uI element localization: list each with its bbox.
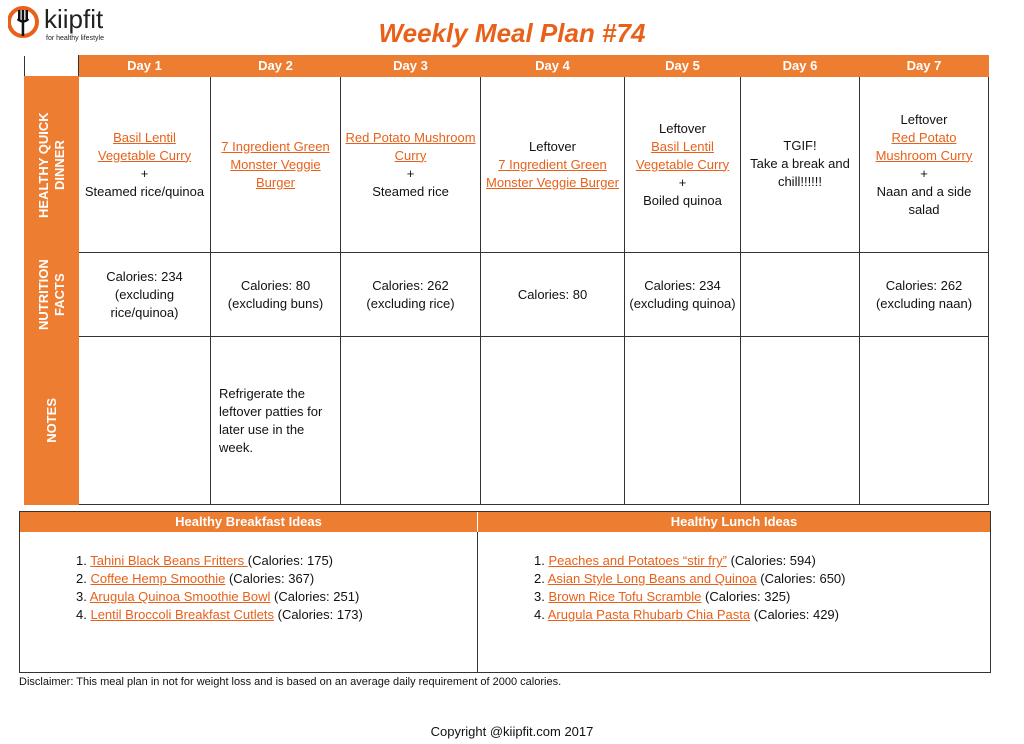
dinner-cell-day7 [860, 77, 989, 253]
dinner-cell-day4 [481, 77, 625, 253]
page-title: Weekly Meal Plan #74 [378, 18, 646, 48]
recipe-link[interactable]: Arugula Quinoa Smoothie Bowl [89, 589, 271, 604]
list-item: 3. Arugula Quinoa Smoothie Bowl (Calories: 251) [76, 589, 360, 604]
dinner-cell-day3 [341, 77, 481, 253]
disclaimer-text: Disclaimer: This meal plan in not for weight loss and is based on an average daily requirement of 2000 calories. [19, 676, 562, 688]
day-header: Day 1 [79, 56, 211, 77]
recipe-link[interactable]: Lentil Broccoli Breakfast Cutlets [90, 607, 274, 622]
side-dish: Naan and a side salad [876, 183, 972, 217]
meal-plan-table [24, 55, 989, 505]
lunch-heading: Healthy Lunch Ideas [478, 512, 990, 532]
row-label-nutrition [25, 253, 79, 337]
notes-cell-day2: Refrigerate the leftover patties for later use in the week. [211, 337, 341, 505]
row-label-nutrition-text: NUTRITION FACTS [35, 259, 67, 330]
dinner-cell-day1 [79, 77, 211, 253]
recipe-link[interactable]: Red Potato Mushroom Curry [875, 129, 973, 163]
recipe-link[interactable]: Basil Lentil Vegetable Curry [97, 129, 192, 163]
day-header-row [25, 56, 989, 77]
day-header: Day 7 [860, 56, 989, 77]
notes-cell-day1 [79, 337, 211, 505]
plus-sign: + [406, 165, 415, 181]
list-item: 2. Asian Style Long Beans and Quinoa (Calories: 650) [534, 571, 846, 586]
side-dish: Steamed rice/quinoa [84, 183, 205, 199]
ideas-divider [477, 532, 478, 672]
list-item: 2. Coffee Hemp Smoothie (Calories: 367) [76, 571, 315, 586]
leftover-label: Leftover [659, 120, 706, 136]
notes-cell-day3 [341, 337, 481, 505]
notes-cell-day4 [481, 337, 625, 505]
recipe-link[interactable]: 7 Ingredient Green Monster Veggie Burger [221, 138, 330, 190]
day-header: Day 6 [741, 56, 860, 77]
dinner-cell-day2 [211, 77, 341, 253]
day-header: Day 4 [481, 56, 625, 77]
recipe-link[interactable]: Basil Lentil Vegetable Curry [635, 138, 730, 172]
nutrition-cell-day2: Calories: 80 (excluding buns) [211, 253, 341, 337]
leftover-label: Leftover [529, 138, 576, 154]
nutrition-row [25, 253, 989, 337]
notes-cell-day5 [625, 337, 741, 505]
nutrition-cell-day7: Calories: 262 (excluding naan) [860, 253, 989, 337]
row-label-dinner-text: HEALTHY QUICK DINNER [35, 111, 67, 218]
plus-sign: + [140, 165, 149, 181]
plus-sign: + [920, 165, 928, 181]
recipe-link[interactable]: 7 Ingredient Green Monster Veggie Burger [486, 156, 619, 190]
list-item: 3. Brown Rice Tofu Scramble (Calories: 325) [534, 589, 791, 604]
list-item: 4. Arugula Pasta Rhubarb Chia Pasta (Calories: 429) [534, 607, 839, 622]
tgif-label: TGIF! [783, 138, 817, 153]
day-header: Day 3 [341, 56, 481, 77]
recipe-link[interactable]: Brown Rice Tofu Scramble [548, 589, 702, 604]
nutrition-cell-day1: Calories: 234 (excluding rice/quinoa) [79, 253, 211, 337]
recipe-link[interactable]: Coffee Hemp Smoothie [90, 571, 226, 586]
recipe-link[interactable]: Tahini Black Beans Fritters [90, 553, 248, 568]
plus-sign: + [678, 174, 687, 190]
leftover-label: Leftover [900, 111, 948, 127]
list-item: 1. Peaches and Potatoes “stir fry” (Calories: 594) [534, 553, 816, 568]
brand-name: kiipfit [44, 4, 104, 34]
recipe-link[interactable]: Arugula Pasta Rhubarb Chia Pasta [547, 607, 751, 622]
corner-cell [25, 56, 79, 77]
nutrition-cell-day5: Calories: 234 (excluding quinoa) [625, 253, 741, 337]
notes-cell-day6 [741, 337, 860, 505]
list-item: 4. Lentil Broccoli Breakfast Cutlets (Calories: 173) [76, 607, 363, 622]
side-dish: Steamed rice [372, 183, 449, 199]
recipe-link[interactable]: Peaches and Potatoes “stir fry” [548, 553, 727, 568]
row-label-notes-text: NOTES [43, 398, 59, 443]
break-text: Take a break and chill!!!!!! [750, 156, 850, 189]
side-dish: Boiled quinoa [643, 192, 722, 208]
day-header: Day 5 [625, 56, 741, 77]
list-item: 1. Tahini Black Beans Fritters (Calories: 175) [76, 553, 334, 568]
row-label-notes [25, 337, 79, 505]
notes-cell-day7 [860, 337, 989, 505]
dinner-cell-day6 [741, 77, 860, 253]
row-label-dinner [25, 77, 79, 253]
notes-row [25, 337, 989, 505]
nutrition-cell-day3: Calories: 262 (excluding rice) [341, 253, 481, 337]
breakfast-list [76, 552, 363, 624]
day-header: Day 2 [211, 56, 341, 77]
brand-tagline: for healthy lifestyle [46, 35, 104, 42]
dinner-row [25, 77, 989, 253]
recipe-link[interactable]: Asian Style Long Beans and Quinoa [547, 571, 757, 586]
nutrition-cell-day6 [741, 253, 860, 337]
recipe-link[interactable]: Red Potato Mushroom Curry [345, 129, 476, 163]
meal-ideas-box [19, 511, 991, 673]
lunch-list [534, 552, 846, 624]
nutrition-cell-day4: Calories: 80 [481, 253, 625, 337]
breakfast-heading: Healthy Breakfast Ideas [20, 512, 477, 532]
dinner-cell-day5 [625, 77, 741, 253]
copyright-text: Copyright @kiipfit.com 2017 [430, 724, 594, 739]
